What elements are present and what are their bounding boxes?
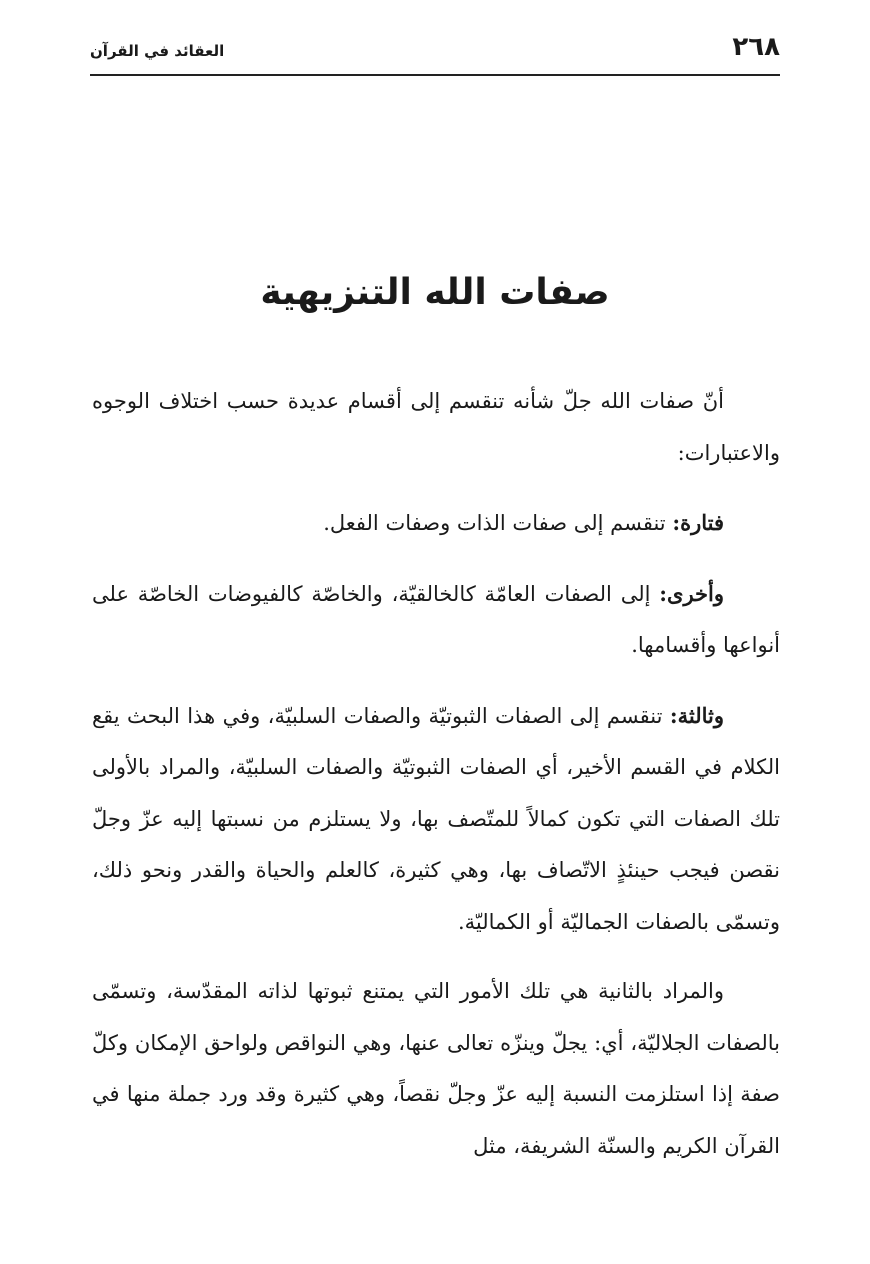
paragraph-text: والمراد بالثانية هي تلك الأمور التي يمتنع ثبوتها لذاته المقدّسة، وتسمّى بالصفات الجلاليّة، أي: يجلّ وينزّه تعالى عنها، وهي النواقص ولواحق الإمكان وكلّ صفة إذا استلزمت النسبة إليه عزّ وجلّ نقصاً، وهي كثيرة وقد ورد جملة منها في القرآن الكريم والسنّة الشريفة، مثل xyxy=(92,979,780,1158)
paragraph-term: وثالثة: xyxy=(669,702,724,728)
running-title: العقائد في القرآن xyxy=(90,42,225,60)
paragraph-second-division xyxy=(92,568,780,672)
page-header xyxy=(90,32,780,76)
page-number: ٢٦٨ xyxy=(732,32,780,62)
paragraph-text: إلى الصفات العامّة كالخالقيّة، والخاصّة كالفيوضات الخاصّة على أنواعها وأقسامها. xyxy=(92,581,780,657)
paragraph-negative-attributes xyxy=(92,966,780,1172)
paragraph-text: تنقسم إلى الصفات الثبوتيّة والصفات السلبيّة، وفي هذا البحث يقع الكلام في القسم الأخير، أي الصفات الثبوتيّة والصفات السلبيّة، والمراد بالأولى تلك الصفات التي تكون كمالاً للمتّصف بها، ولا يستلزم من نسبتها إليه عزّ وجلّ نقصن فيجب حينئذٍ الاتّصاف بها، وهي كثيرة، كالعلم والحياة والقدر ونحو ذلك، وتسمّى بالصفات الجماليّة أو الكماليّة. xyxy=(92,703,780,934)
paragraph-first-division xyxy=(92,497,780,550)
paragraph-text: تنقسم إلى صفات الذات وصفات الفعل. xyxy=(323,511,673,535)
paragraph-third-division xyxy=(92,690,780,949)
paragraph-term: فتارة: xyxy=(672,510,724,535)
chapter-title: صفات الله التنزيهية xyxy=(260,272,610,313)
paragraph-term: وأخرى: xyxy=(659,580,724,606)
paragraph-intro xyxy=(92,376,780,479)
body-text xyxy=(92,376,780,1190)
paragraph-text: أنّ صفات الله جلّ شأنه تنقسم إلى أقسام عديدة حسب اختلاف الوجوه والاعتبارات: xyxy=(92,389,780,465)
